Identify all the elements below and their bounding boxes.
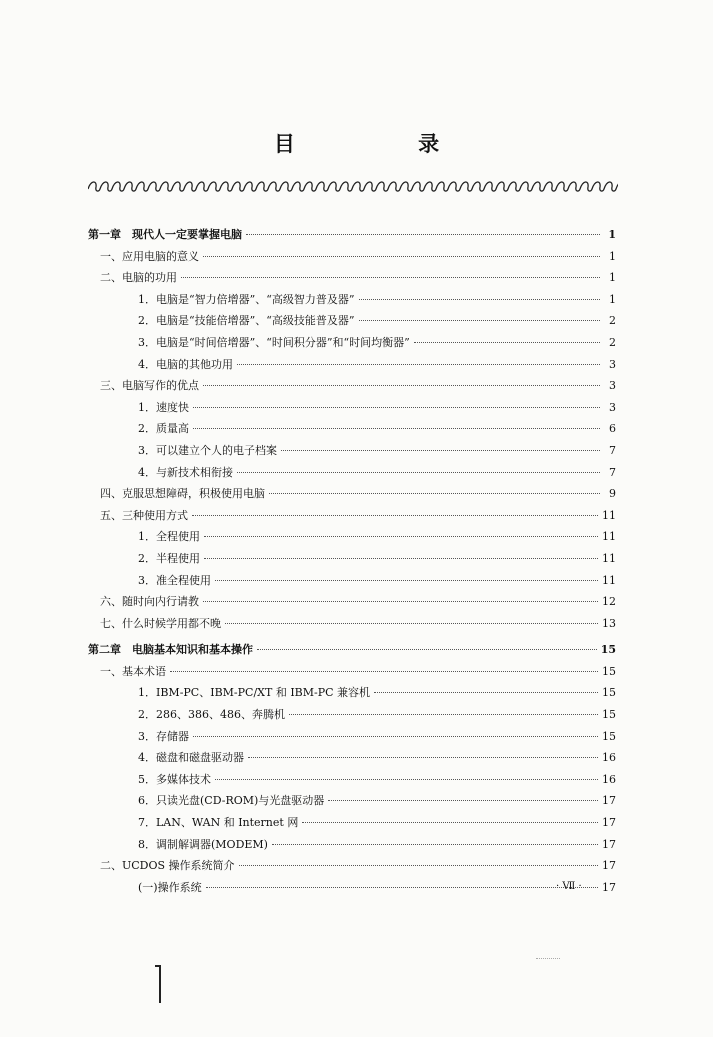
- toc-entry-label: 3．可以建立个人的电子档案: [138, 443, 277, 457]
- dot-leader: [215, 779, 598, 780]
- toc-entry-page: 17: [602, 837, 616, 851]
- dot-leader: [204, 558, 598, 559]
- toc-entry-row: [88, 526, 616, 548]
- dot-leader: [374, 692, 598, 693]
- toc-entry-label: 第二章 电脑基本知识和基本操作: [88, 643, 253, 657]
- toc-entry-label: 2．电脑是“技能倍增器”、“高级技能普及器”: [138, 314, 355, 328]
- dot-leader: [281, 450, 600, 451]
- toc-entry-label: 四、克服思想障碍，积极使用电脑: [100, 487, 265, 501]
- toc-entry-page: 9: [609, 487, 616, 501]
- toc-entry-row: [88, 834, 616, 856]
- toc-entry-page: 1: [609, 292, 616, 306]
- toc-entry-row: [88, 570, 616, 592]
- toc-entry-row: [88, 790, 616, 812]
- dot-leader: [302, 822, 598, 823]
- toc-entry-label: 6．只读光盘(CD-ROM)与光盘驱动器: [138, 794, 325, 808]
- toc-entry-row: [88, 505, 616, 527]
- toc-chapter-row: [88, 224, 616, 246]
- dot-leader: [414, 342, 600, 343]
- toc-entry-row: [88, 375, 616, 397]
- toc-entry-row: [88, 462, 616, 484]
- toc-entry-row: [88, 267, 616, 289]
- dot-leader: [192, 515, 598, 516]
- toc-entry-page: 17: [602, 816, 616, 830]
- toc-entry-label: 1．电脑是“智力倍增器”、“高级智力普及器”: [138, 292, 355, 306]
- toc-entry-label: 2．质量高: [138, 422, 189, 436]
- toc-entry-page: 1: [609, 271, 616, 285]
- toc-entry-label: 六、随时向内行请教: [100, 595, 199, 609]
- toc-entry-page: 15: [602, 729, 616, 743]
- toc-entry-row: [88, 877, 616, 899]
- toc-entry-page: 6: [609, 422, 616, 436]
- toc-entry-label: 一、基本术语: [100, 664, 166, 678]
- toc-entry-page: 3: [609, 400, 616, 414]
- toc-entry-page: 3: [609, 357, 616, 371]
- dot-leader: [206, 887, 598, 888]
- toc-entry-row: [88, 855, 616, 877]
- scan-mark-tip: [155, 965, 161, 967]
- toc-entry-page: 13: [602, 616, 616, 630]
- toc-entry-label: 三、电脑写作的优点: [100, 379, 199, 393]
- dot-leader: [289, 714, 598, 715]
- dot-leader: [193, 428, 600, 429]
- toc-entry-page: 1: [608, 228, 616, 241]
- toc-entry-label: 4．与新技术相衔接: [138, 465, 233, 479]
- page-number: · Ⅶ ·: [556, 881, 582, 892]
- toc-entry-label: 2．半程使用: [138, 551, 200, 565]
- toc-entry-label: 第一章 现代人一定要掌握电脑: [88, 228, 242, 241]
- dot-leader: [193, 407, 600, 408]
- scan-mark: [159, 965, 161, 1003]
- toc-entry-page: 15: [602, 686, 616, 700]
- dot-leader: [193, 736, 598, 737]
- toc-entry-label: 3．存储器: [138, 729, 189, 743]
- toc-entry-row: [88, 310, 616, 332]
- dot-leader: [237, 472, 600, 473]
- toc-entry-page: 16: [602, 772, 616, 786]
- toc-entry-page: 7: [609, 465, 616, 479]
- dot-leader: [215, 580, 598, 581]
- toc-entry-label: 1．IBM-PC、IBM-PC/XT 和 IBM-PC 兼容机: [138, 686, 371, 700]
- toc-entry-row: [88, 661, 616, 683]
- table-of-contents: [88, 224, 616, 898]
- dot-leader: [269, 493, 600, 494]
- dot-leader: [359, 299, 601, 300]
- toc-entry-label: 二、电脑的功用: [100, 271, 177, 285]
- toc-entry-page: 2: [609, 335, 616, 349]
- toc-entry-row: [88, 332, 616, 354]
- dot-leader: [237, 364, 600, 365]
- dot-leader: [225, 623, 598, 624]
- toc-entry-page: 7: [609, 443, 616, 457]
- toc-entry-label: 一、应用电脑的意义: [100, 249, 199, 263]
- toc-entry-page: 2: [609, 314, 616, 328]
- toc-entry-page: 11: [602, 530, 616, 544]
- toc-entry-page: 11: [602, 551, 616, 565]
- toc-entry-row: [88, 747, 616, 769]
- toc-entry-label: 五、三种使用方式: [100, 508, 188, 522]
- toc-entry-page: 15: [600, 643, 616, 657]
- toc-entry-row: [88, 726, 616, 748]
- toc-entry-label: 4．磁盘和磁盘驱动器: [138, 751, 244, 765]
- toc-entry-row: [88, 704, 616, 726]
- toc-entry-page: 3: [609, 379, 616, 393]
- toc-entry-row: [88, 548, 616, 570]
- decorative-border-icon: [88, 178, 618, 194]
- dot-leader: [203, 385, 600, 386]
- toc-entry-page: 17: [602, 859, 616, 873]
- toc-entry-page: 11: [602, 508, 616, 522]
- dot-leader: [204, 536, 598, 537]
- toc-entry-row: [88, 418, 616, 440]
- dot-leader: [359, 320, 601, 321]
- dot-leader: [257, 649, 597, 650]
- dot-leader: [246, 234, 600, 235]
- toc-entry-page: 15: [602, 708, 616, 722]
- page-title: 目 录: [273, 131, 498, 156]
- toc-entry-row: [88, 682, 616, 704]
- toc-entry-row: [88, 812, 616, 834]
- toc-entry-label: 7．LAN、WAN 和 Internet 网: [138, 816, 299, 830]
- toc-entry-label: (一)操作系统: [138, 880, 202, 894]
- toc-entry-page: 1: [609, 249, 616, 263]
- toc-entry-label: 七、什么时候学用都不晚: [100, 616, 221, 630]
- toc-entry-label: 1．速度快: [138, 400, 189, 414]
- dot-leader: [328, 800, 598, 801]
- toc-entry-label: 2．286、386、486、奔腾机: [138, 708, 285, 722]
- toc-entry-row: [88, 613, 616, 635]
- toc-entry-page: 12: [602, 595, 616, 609]
- scan-speck: [536, 958, 560, 959]
- toc-entry-page: 17: [602, 794, 616, 808]
- toc-entry-label: 8．调制解调器(MODEM): [138, 837, 268, 851]
- toc-entry-row: [88, 246, 616, 268]
- toc-entry-label: 3．准全程使用: [138, 573, 211, 587]
- toc-entry-label: 二、UCDOS 操作系统简介: [100, 859, 235, 873]
- dot-leader: [272, 844, 598, 845]
- toc-entry-page: 16: [602, 751, 616, 765]
- toc-entry-page: 11: [602, 573, 616, 587]
- dot-leader: [239, 865, 598, 866]
- dot-leader: [181, 277, 600, 278]
- toc-entry-row: [88, 289, 616, 311]
- toc-entry-page: 15: [602, 664, 616, 678]
- toc-entry-row: [88, 483, 616, 505]
- toc-entry-row: [88, 591, 616, 613]
- toc-entry-row: [88, 440, 616, 462]
- toc-entry-label: 4．电脑的其他功用: [138, 357, 233, 371]
- dot-leader: [170, 671, 598, 672]
- toc-entry-label: 5．多媒体技术: [138, 772, 211, 786]
- toc-entry-row: [88, 354, 616, 376]
- toc-chapter-row: [88, 639, 616, 661]
- dot-leader: [248, 757, 598, 758]
- dot-leader: [203, 256, 600, 257]
- toc-entry-row: [88, 769, 616, 791]
- toc-entry-row: [88, 397, 616, 419]
- dot-leader: [203, 601, 598, 602]
- toc-entry-label: 3．电脑是“时间倍增器”、“时间积分器”和“时间均衡器”: [138, 335, 410, 349]
- toc-entry-label: 1．全程使用: [138, 530, 200, 544]
- toc-entry-page: 17: [602, 880, 616, 894]
